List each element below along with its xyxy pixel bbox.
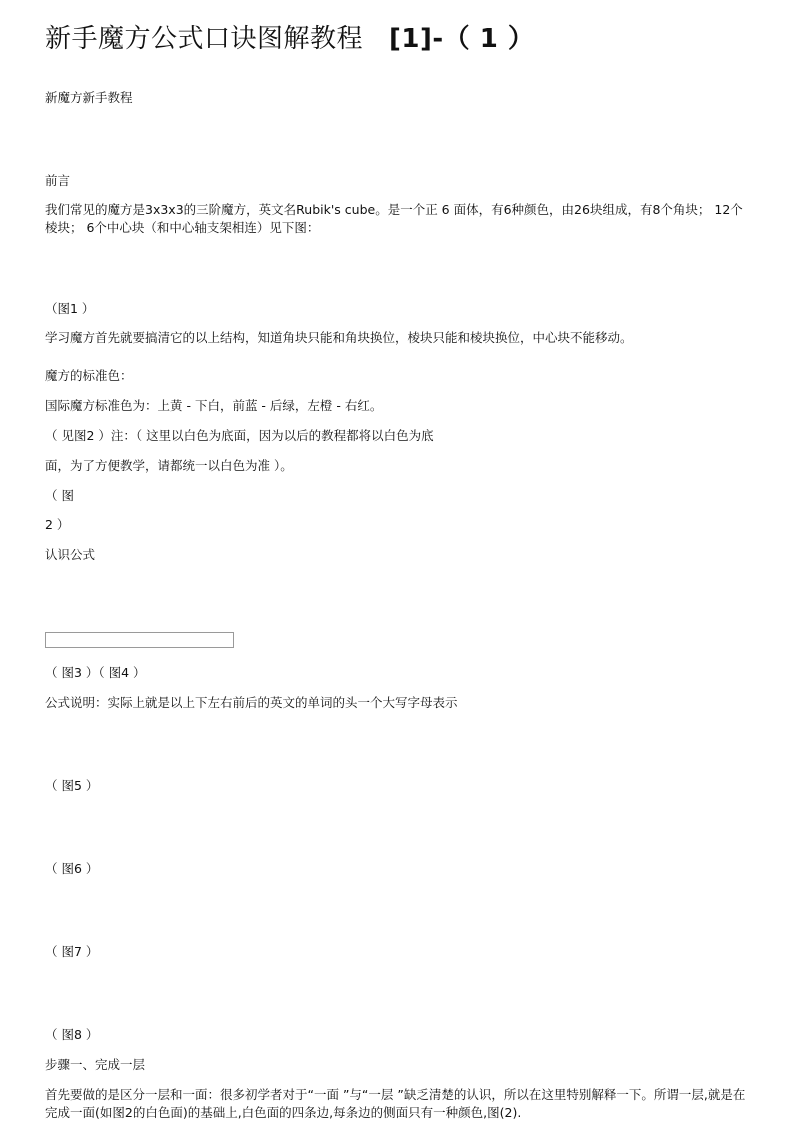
figure-caption-5: （ 图5 ） [45,778,99,793]
note-line-1: （ 见图2 ）注：（ 这里以白色为底面，因为以后的教程都将以白色为底 [45,428,434,443]
title-text: 新手魔方公式口诀图解教程 [45,24,364,54]
note-line-2: 面，为了方便教学，请都统一以白色为准 ）。 [45,458,293,473]
step1-paragraph: 首先要做的是区分一层和一面：很多初学者对于“一面 ”与“一层 ”缺乏清楚的认识，所以在这里特别解释一下。所谓一层,就是在完成一面(如图2的白色面)的基础上,白色面的四条边,每条边的侧面只有一种颜色,图(2). [45,1087,746,1120]
subtitle: 新魔方新手教程 [45,90,133,105]
figure-caption-2a: （ 图 [45,488,74,503]
figure-caption-8: （ 图8 ） [45,1027,99,1042]
page-title [45,18,534,55]
figure-caption-6: （ 图6 ） [45,861,99,876]
figure-caption-7: （ 图7 ） [45,944,99,959]
standard-colors-text: 国际魔方标准色为：上黄 - 下白，前蓝 - 后绿，左橙 - 右红。 [45,398,383,413]
figure-caption-2b: 2 ） [45,517,70,532]
formula-description: 公式说明：实际上就是以上下左右前后的英文的单词的头一个大写字母表示 [45,695,458,710]
preface-heading: 前言 [45,173,71,188]
title-number: [1]-（ 1 ） [389,24,535,54]
structure-paragraph: 学习魔方首先就要搞清它的以上结构，知道角块只能和角块换位，棱块只能和棱块换位，中心块不能移动。 [45,330,633,345]
formula-heading: 认识公式 [45,547,96,562]
step1-heading: 步骤一、完成一层 [45,1057,146,1072]
standard-colors-heading: 魔方的标准色： [45,368,133,383]
intro-paragraph: 我们常见的魔方是3x3x3的三阶魔方，英文名Rubik's cube。是一个正 6 面体，有6种颜色，由26块组成，有8个角块； 12个棱块； 6个中心块（和中心轴支架相连）见下图： [45,202,743,235]
image-placeholder [45,632,234,648]
figure-caption-1: （图1 ） [45,301,95,316]
figure-caption-3-4: （ 图3 ）（ 图4 ） [45,665,146,680]
